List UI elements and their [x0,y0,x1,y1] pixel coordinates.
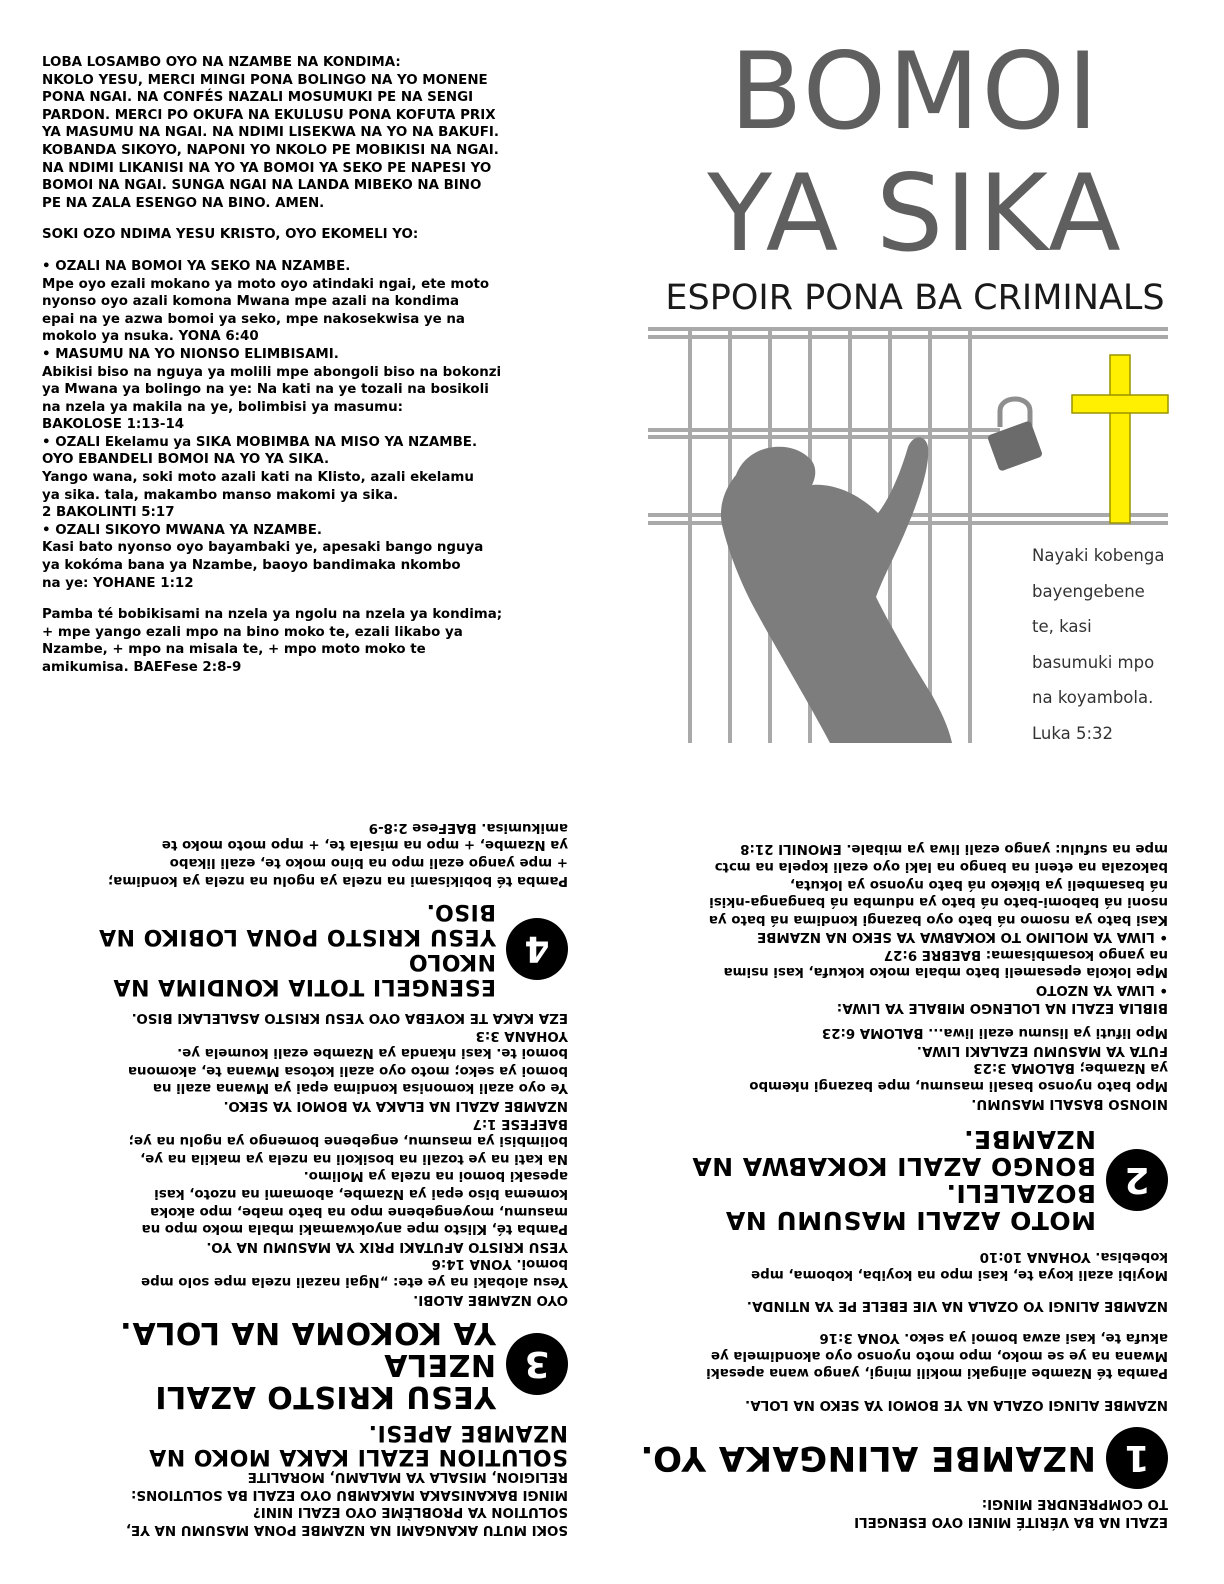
cover-title-line1: BOMOI [729,30,1101,153]
section-4-body: Pamba té bobikisami na nzela ya ngolu na nzela ya kondima; + mpe yango ezali mpo na bino moko te, ezali likabo ya Nzambe, + mpo na misala te, + mpo moto moko te amikumisa. BAEFese 2:8-9 [107,819,568,888]
section-2-heading [628,1126,1168,1234]
padlock-icon [987,399,1043,472]
prayer-text: LOBA LOSAMBO OYO NA NZAMBE NA KONDIMA: NKOLO YESU, MERCI MINGI PONA BOLINGO NA YO MONENE PONA NGAI. NA CONFÉS NAZALI MOSUMUKI PE NA SENGI PARDON. MERCI PO OKUFA NA EKULUSU PONA KOFUTA PRIX YA MASUMU NA NGAI. NA NDIMI LISEKWA NA YO NA BAKUFI. KOBANDA SIKOYO, NAPONI YO NKOLO PE MOBIKISI NA NGAI. NA NDIMI LIKANISI NA YO YA BOMOI YA SEKO PE NAPESI YO BOMOI NA NGAI. SUNGA NGAI NA LANDA MIBEKO NA BINO PE NA ZALA ESENGO NA BINO. AMEN. [42,55,499,211]
section-3-body: Yesu alobaki na ye ete: „Ngai nazali nzela mpe solo mpe bomoi. YONA 14:6 YESU KRISTO AFUTAKI PRIX YA MASUMU NA YO. Pamba té, Klisto mpe anyokwamaki mbala moko mpo na masumu, moyengebene mpo na bato mabe, mpo akoka komema biso epai ya Nzambe, abomami na nzoto, kasi apesaki bomoi na nzela ya Molimo. Na kati na ye tozali na bosikoli na nzela ya makila na ye, bolimbisi ya masumu, engebene bomengo ya ngolu na ye; BAEFESE 1:7 NZAMBE AZALI NA ELAKA YA BOMOI YA SEKO. Ye oyo azali komonisa kondima epai ya Mwana azali na bomoi ya seko; moto oyo azali kotosa Mwana te, akomona bomoi te. kasi nkanda ya Nzambe ezali koumela ye. YOHANA 3:3 EZA KAKA TE KOYEBA OYO YESU KRISTO ASALELAKI BISO. [127,1010,568,1290]
panel-b-intro: SOKI MUTU AKANGAMI NA NZAMBE PONA MASUMU NA YE, SOLUTION YA PROBLÈME OYO EZALI NINI? MINGI BAKANISAKA MAKAMBU OYO EZALI BA SOLUTIONS: RELIGION, MISALA YA MALAMU, MORALITE [125,1469,568,1537]
prisoner-silhouette [721,437,952,743]
truths-panel-3-4 [38,819,568,1538]
section-1-body2: Moyibi azali koya te, kasi mpo na koyiba, koboma, mpe kobebisa. YOHANA 10:10 [751,1249,1168,1282]
section-2-point-1: • LIWA YA NZOTO [1035,982,1168,998]
bible-quote [1032,538,1182,751]
cover-title-line2: YA SIKA [707,152,1123,275]
section-2-lead: NIONSO BASALI MASUMU. [971,1095,1168,1111]
section-3-title: YESU KRISTO AZALI NZELA YA KOKOMA NA LOLA. [119,1314,496,1414]
cover-subtitle: ESPOIR PONA BA CRIMINALS [665,278,1165,318]
section-1-title: NZAMBE ALINGAKA YO. [639,1437,1096,1478]
section-2-point-2-body: Kasi bato ya nsomo ná bato oyo bazangi kondima ná bato ya nsoni ná babomi-bato ná bato ya ndumba ná banganga-nkisi ná basambeli ya bikeko ná bato nyonso ya lokuta, bakozala na eteni na bango na laki oyo ezali kopela na mɔtɔ mpe na sufulu: yango ezali liwa ya mibale. EMONILI 21:8 [708,841,1168,927]
section-2-point-2: • LIWA YA MOLIMO TO KOKABWA YA SEKO NA NZAMBE [757,929,1168,945]
prayer-closing: Pamba té bobikisami na nzela ya ngolu na nzela ya kondima; + mpe yango ezali mpo na bino moko te, ezali likabo ya Nzambe, + mpo na misala te, + mpo moto moko te amikumisa. BAEFese 2:8-9 [42,607,503,675]
section-2-number: 2 [1106,1149,1168,1211]
section-4-title: ESENGELI TOTIA KONDIMA NA NKOLO YESU KRISTO PONA LOBIKO NA BISO. [98,898,496,999]
section-4-number: 4 [506,918,568,980]
quote-line: na koyambola. [1032,688,1154,707]
quote-line: basumuki mpo [1032,652,1155,672]
section-2-point-1-body: Mpe lokola epesameli bato mbala moko kokufa, kasi nsima na yango kosambisama: BAEBRE 9:27 [723,946,1168,980]
section-1-heading [628,1427,1168,1489]
quote-reference: Luka 5:32 [1032,723,1114,743]
prayer-intro: SOKI OZO NDIMA YESU KRISTO, OYO EKOMELI YO: [42,227,419,243]
quote-line: Nayaki kobenga [1032,546,1165,565]
cross-icon [1072,355,1168,523]
section-1-lead2: NZAMBE ALINGI YO OZALA NA VIE EBELE PE YA NTINDA. [746,1298,1168,1314]
section-1-number: 1 [1106,1427,1168,1489]
truths-panel-1-2 [628,810,1168,1530]
section-3-lead: OYO NZAMBE ALOBI. [413,1291,568,1307]
prayer-panel [42,54,582,677]
prayer-points: • OZALI NA BOMOI YA SEKO NA NZAMBE. Mpe oyo ezali mokano ya moto oyo atindaki ngai, ete moto nyonso oyo azali komona Mwana mpe azali na kondima epai na ye azwa bomoi ya seko, mpe nakosekwisa ye na mokolo ya nsuka. YONA 6:40 • MASUMU NA YO NIONSO ELIMBISAMI. Abikisi biso na nguya ya molili mpe abongoli biso na bokonzi ya Mwana ya bolingo na ye: Na kati na ye tozali na bosikoli na nzela ya makila na ye, bolimbisi ya masumu: BAKOLOSE 1:13-14 • OZALI Ekelamu ya SIKA MOBIMBA NA MISO YA NZAMBE. OYO EBANDELI BOMOI NA YO YA SIKA. Yango wana, soki moto azali kati na Klisto, azali ekelamu ya sika. tala, makambo manso makomi ya sika. 2 BAKOLINTI 5:17 • OZALI SIKOYO MWANA YA NZAMBE. Kasi bato nyonso oyo bayambaki ye, apesaki bango nguya ya kokóma bana ya Nzambe, baoyo bandimaka nkombo na ye: YOHANE 1:12 [42,258,502,591]
quote-line: te, kasi [1032,617,1092,636]
section-2-body2: Mpo lifuti ya lisumu ezali liwa... BALOMA 6:23 [821,1025,1168,1041]
panel-a-intro: EZALI NA BA VÉRITÉ MINEI OYO ESENGELI TO COMPRENDRE MINGI: [854,1496,1168,1529]
section-2-title: MOTO AZALI MASUMU NA BOZALELI. BONGO AZALI KOKABWA NA NZAMBE. [691,1124,1096,1235]
section-3-heading [38,1316,568,1412]
quote-line: bayengebene [1032,581,1145,601]
section-3-number: 3 [506,1333,568,1395]
section-4-heading [38,899,568,999]
cover-panel [640,30,1190,760]
section-2-body: Mpo bato nyonso basali masumu, mpe bazangi nkembo ya Nzambe; BALOMA 3:23 [749,1060,1168,1094]
section-2-lead3: BIBLIA EZALI NA LOLENGO MIBALE YA LIWA: [836,999,1168,1015]
panel-b-solution: SOLUTION EZALI KAKA MOKO NA NZAMBE APESI. [148,1419,568,1469]
section-1-lead: NZAMBE ALINGI OZALA NA YE BOMOI YA SEKO NA LOLA. [745,1396,1168,1412]
section-1-body: Pamba té Nzambe alingaki mokili mingi, yango wana apesaki Mwana na ye se moko, mpo moto nyonso oyo akondimela ye akufa te, kasi azwa bomoi ya seko. YONA 3:16 [706,1330,1168,1381]
section-2-lead2: FUTA YA MASUMU EZALAKI LIWA. [916,1042,1168,1058]
